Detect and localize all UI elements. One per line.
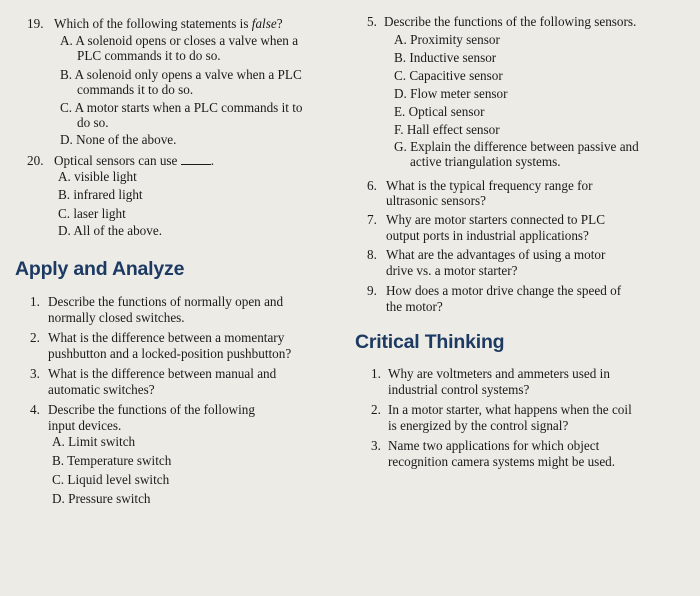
q8-line1: What are the advantages of using a motor: [386, 247, 606, 262]
q20-option-c: C. laser light: [58, 206, 126, 221]
q19-stem-text: Which of the following statements is: [54, 16, 252, 31]
q5-option-g-cont: active triangulation systems.: [410, 154, 561, 169]
q19-option-c: C. A motor starts when a PLC commands it to: [60, 100, 303, 115]
q6-line2: ultrasonic sensors?: [386, 193, 486, 208]
q5-option-f: F. Hall effect sensor: [394, 122, 500, 137]
ct-q2-line2: is energized by the control signal?: [388, 418, 569, 433]
q19-option-a: A. A solenoid opens or closes a valve when a: [60, 33, 299, 48]
ct-q2-number: 2.: [371, 402, 381, 417]
q6-number: 6.: [367, 178, 377, 193]
aa-q3-line2: automatic switches?: [48, 382, 155, 397]
q19-stem: [54, 16, 283, 32]
q20-option-b: B. infrared light: [58, 187, 143, 202]
ct-q3-line1: Name two applications for which object: [388, 438, 600, 453]
aa-q4-number: 4.: [30, 402, 40, 417]
q7-number: 7.: [367, 212, 377, 227]
q20-stem-text: Optical sensors can use: [54, 153, 178, 168]
aa-q2-line2: pushbutton and a locked-position pushbutton?: [48, 346, 292, 361]
ct-q3-line2: recognition camera systems might be used.: [388, 454, 616, 469]
aa-q4-option-b: B. Temperature switch: [52, 453, 172, 468]
ct-q2-line1: In a motor starter, what happens when the coil: [388, 402, 632, 417]
q5-option-a: A. Proximity sensor: [394, 32, 500, 47]
aa-q4-line1: Describe the functions of the following: [48, 402, 255, 417]
ct-q1-number: 1.: [371, 366, 381, 381]
q8-line2: drive vs. a motor starter?: [386, 263, 518, 278]
q20-number: 20.: [27, 153, 44, 168]
ct-q3-number: 3.: [371, 438, 381, 453]
aa-q4-option-a: A. Limit switch: [52, 434, 136, 449]
apply-analyze-heading: Apply and Analyze: [15, 258, 185, 280]
aa-q4-line2: input devices.: [48, 418, 122, 433]
q5-stem: Describe the functions of the following sensors.: [384, 14, 637, 29]
q19-option-b-cont: commands it to do so.: [77, 82, 194, 97]
q9-line2: the motor?: [386, 299, 443, 314]
ct-q1-line1: Why are voltmeters and ammeters used in: [388, 366, 610, 381]
q6-line1: What is the typical frequency range for: [386, 178, 593, 193]
aa-q1-number: 1.: [30, 294, 40, 309]
q19-option-b: B. A solenoid only opens a valve when a PLC: [60, 67, 302, 82]
q9-number: 9.: [367, 283, 377, 298]
q20-stem-end: .: [210, 153, 215, 168]
q7-line1: Why are motor starters connected to PLC: [386, 212, 605, 227]
aa-q2-number: 2.: [30, 330, 40, 345]
q5-number: 5.: [367, 14, 377, 29]
q19-stem-end: ?: [276, 16, 283, 31]
q5-option-d: D. Flow meter sensor: [394, 86, 508, 101]
right-column: [355, 0, 700, 596]
answer-blank: [181, 154, 211, 165]
q19-option-d: D. None of the above.: [60, 132, 177, 147]
aa-q4-option-c: C. Liquid level switch: [52, 472, 170, 487]
q19-option-a-cont: PLC commands it to do so.: [77, 48, 221, 63]
q5-option-g: G. Explain the difference between passive and: [394, 139, 639, 154]
aa-q1-line1: Describe the functions of normally open and: [48, 294, 284, 309]
q5-option-c: C. Capacitive sensor: [394, 68, 503, 83]
q20-option-a: A. visible light: [58, 169, 137, 184]
aa-q4-option-d: D. Pressure switch: [52, 491, 151, 506]
critical-thinking-heading: Critical Thinking: [355, 331, 505, 353]
q20-option-d: D. All of the above.: [58, 223, 163, 238]
q8-number: 8.: [367, 247, 377, 262]
q7-line2: output ports in industrial applications?: [386, 228, 589, 243]
q20-stem: [54, 153, 214, 169]
q19-option-c-cont: do so.: [77, 115, 109, 130]
aa-q3-number: 3.: [30, 366, 40, 381]
q5-option-b: B. Inductive sensor: [394, 50, 497, 65]
aa-q1-line2: normally closed switches.: [48, 310, 185, 325]
q5-option-e: E. Optical sensor: [394, 104, 485, 119]
q9-line1: How does a motor drive change the speed of: [386, 283, 622, 298]
ct-q1-line2: industrial control systems?: [388, 382, 530, 397]
aa-q3-line1: What is the difference between manual and: [48, 366, 277, 381]
aa-q2-line1: What is the difference between a momentary: [48, 330, 285, 345]
q19-stem-italic: false: [251, 16, 277, 31]
q19-number: 19.: [27, 16, 44, 31]
